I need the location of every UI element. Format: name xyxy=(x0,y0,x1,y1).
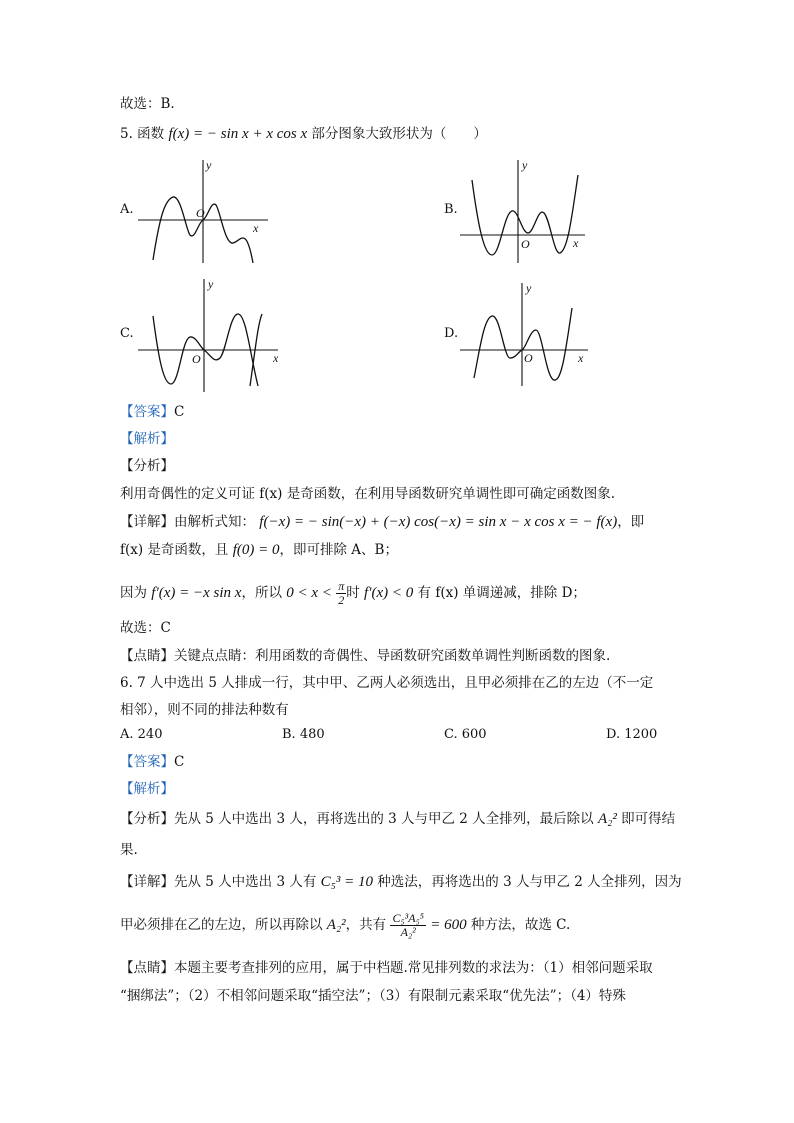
q6-answer-tag: 【答案】 xyxy=(120,754,174,770)
q5-answer: C xyxy=(174,404,185,420)
q5-graph-d-y-label: y xyxy=(526,281,532,295)
q5-dianjing: 关键点点睛：利用函数的奇偶性、导函数研究函数单调性判断函数的图象. xyxy=(174,648,611,664)
q5-stem xyxy=(120,124,487,144)
q5-graph-b-y-label: y xyxy=(522,158,528,172)
q6-choice-b: B. 480 xyxy=(282,727,325,742)
q6-c53: C₅³ = 10 xyxy=(320,874,373,890)
q5-graph-d xyxy=(460,278,600,388)
q6-dianjing-line1 xyxy=(120,958,653,978)
q5-graph-a-origin-label: O xyxy=(196,206,205,220)
q5-stem-pre: 5. 函数 xyxy=(120,126,165,142)
q6-xiangjie-tag: 【详解】 xyxy=(120,874,174,890)
q6-dianjing: 本题主要考查排列的应用，属于中档题.常见排列数的求法为：（1）相邻问题采取 xyxy=(174,960,653,976)
q5-graph-b-x-label: x xyxy=(573,236,579,250)
q6-frac-den: A₂² xyxy=(400,925,416,939)
q6-xiangjie-text: 甲必须排在乙的左边，所以再除以 xyxy=(120,917,323,933)
q5-xiangjie-line3 xyxy=(120,580,586,607)
q6-xiangjie-text: 种方法，故选 C. xyxy=(470,917,571,933)
q5-interval: 0 < x < xyxy=(286,585,332,601)
q5-option-c-label: C. xyxy=(120,326,134,341)
q5-option-b-label: B. xyxy=(444,202,458,217)
q6-xiangjie-text: 种选法，再将选出的 3 人与甲乙 2 人全排列，因为 xyxy=(377,874,682,890)
q5-f0: f(0) = 0 xyxy=(232,542,280,558)
q5-xiangjie-text: 时 xyxy=(346,585,360,601)
q6-xiangjie-line1 xyxy=(120,872,682,892)
q6-answer-line xyxy=(120,752,184,772)
q5-graph-d-x-label: x xyxy=(578,351,584,365)
q5-derivative-neg: f′(x) < 0 xyxy=(364,585,414,601)
q5-frac-den: 2 xyxy=(338,593,345,607)
q6-stem-2: 相邻），则不同的排法种数有 xyxy=(120,702,289,718)
q6-choice-c: C. 600 xyxy=(444,727,487,742)
q5-jiexi: 【解析】 xyxy=(120,431,174,447)
q6-answer: C xyxy=(174,754,185,770)
q6-fenxi-tag: 【分析】 xyxy=(120,811,174,827)
q5-xiangjie-text: ，即可排除 A、B； xyxy=(279,542,398,558)
q6-choice-d: D. 1200 xyxy=(606,727,658,742)
q5-xiangjie-text: ，即 xyxy=(617,514,645,530)
q5-dianjing-tag: 【点睛】 xyxy=(120,648,174,664)
q6-choice-a: A. 240 xyxy=(120,727,163,742)
q5-odd-proof: f(−x) = − sin(−x) + (−x) cos(−x) = sin x − x cos x = − f(x) xyxy=(259,514,618,530)
q6-xiangjie-text: ，共有 xyxy=(345,917,387,933)
q5-xiangjie-text: f(x) 是奇函数，且 xyxy=(120,542,229,558)
q5-xiangjie-text: 因为 xyxy=(120,585,147,601)
q5-fenxi-tag: 【分析】 xyxy=(120,458,174,474)
q5-xiangjie-text: ，所以 xyxy=(241,585,282,601)
q5-graph-c-x-label: x xyxy=(273,351,279,365)
q6-stem-1: 6. 7 人中选出 5 人排成一行，其中甲、乙两人必须选出，且甲必须排在乙的左边（不一定 xyxy=(120,675,654,691)
q5-xiangjie-line2 xyxy=(120,540,398,560)
q5-graph-b-origin-label: O xyxy=(521,237,530,251)
q6-jiexi: 【解析】 xyxy=(120,781,174,797)
q6-fenxi-a22: A₂² xyxy=(597,811,617,827)
q5-graph-a-y-label: y xyxy=(206,158,212,172)
q5-option-a-label: A. xyxy=(120,202,134,217)
q5-derivative: f′(x) = −x sin x xyxy=(151,585,242,601)
q6-xiangjie-line2 xyxy=(120,912,570,939)
q5-xiangjie-line1 xyxy=(120,512,644,532)
q5-fenxi: 利用奇偶性的定义可证 f(x) 是奇函数，在利用导函数研究单调性即可确定函数图象. xyxy=(120,486,616,502)
q5-graph-b xyxy=(460,155,600,265)
q6-fenxi-text: 先从 5 人中选出 3 人，再将选出的 3 人与甲乙 2 人全排列，最后除以 xyxy=(174,811,594,827)
q6-fraction xyxy=(390,912,425,939)
q5-answer-line xyxy=(120,402,184,422)
q5-dianjing-line xyxy=(120,646,610,666)
q5-graph-a-x-label: x xyxy=(253,221,259,235)
q6-xiangjie-text: 先从 5 人中选出 3 人有 xyxy=(174,874,317,890)
q5-pi-over-2 xyxy=(336,580,346,607)
q5-graph-a xyxy=(138,155,278,265)
q5-xiangjie-text: 有 f(x) 单调递减，排除 D； xyxy=(417,585,586,601)
q5-option-d-label: D. xyxy=(444,326,459,341)
q5-final: 故选：C xyxy=(120,620,171,636)
q5-stem-post: 部分图象大致形状为（ ） xyxy=(311,126,487,142)
q5-formula: f(x) = − sin x + x cos x xyxy=(168,126,308,142)
q6-fenxi-line1 xyxy=(120,809,675,829)
q5-graph-c-origin-label: O xyxy=(192,352,201,366)
q5-graph-c-y-label: y xyxy=(208,277,214,291)
q5-answer-tag: 【答案】 xyxy=(120,404,174,420)
q6-result: = 600 xyxy=(430,917,467,933)
q5-xiangjie-text: 由解析式知： xyxy=(174,514,255,530)
q6-dianjing-tag: 【点睛】 xyxy=(120,960,174,976)
q5-xiangjie-tag: 【详解】 xyxy=(120,514,174,530)
q6-dianjing-line2: “捆绑法”；（2）不相邻问题采取“插空法”；（3）有限制元素采取“优先法”；（4）特殊 xyxy=(120,988,626,1004)
q5-graph-c xyxy=(138,274,288,394)
q6-frac-num: C₅³A₅⁵ xyxy=(392,911,424,925)
q6-a22: A₂² xyxy=(326,917,346,933)
q5-graph-d-origin-label: O xyxy=(524,351,533,365)
q5-frac-num: π xyxy=(338,579,345,593)
q6-fenxi-text: 即可得结 xyxy=(621,811,676,827)
q6-fenxi-line2: 果. xyxy=(120,842,138,858)
prev-answer-line: 故选：B. xyxy=(120,96,175,112)
q6-choices xyxy=(0,727,794,747)
